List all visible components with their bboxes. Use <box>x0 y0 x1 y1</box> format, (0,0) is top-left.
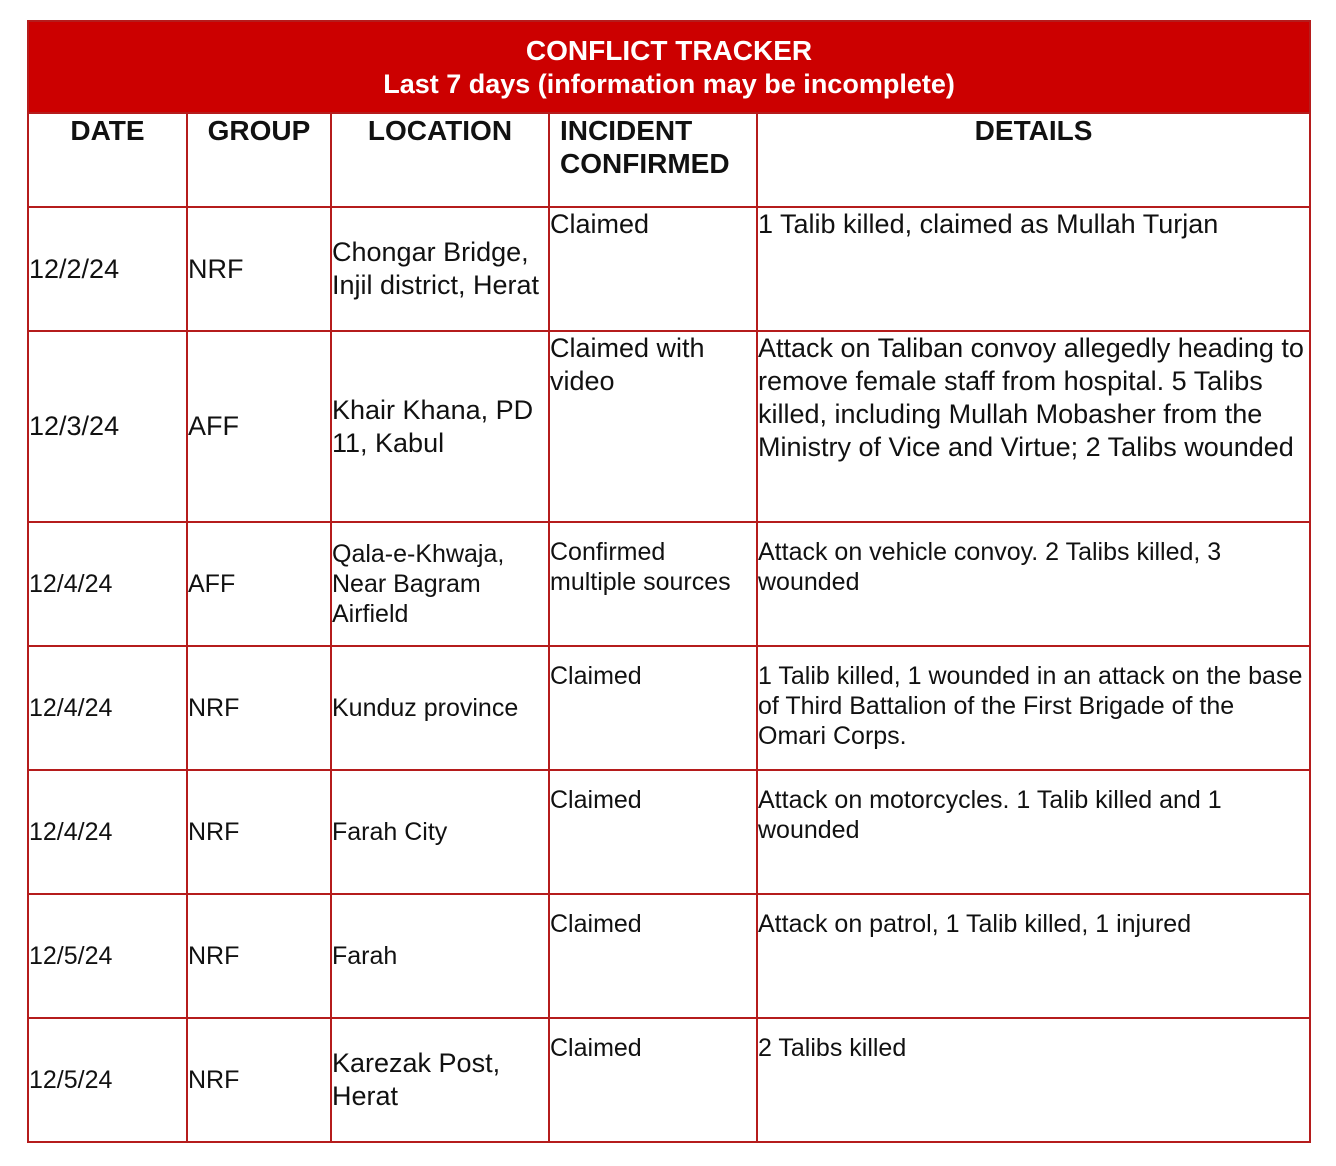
cell-location: Farah <box>331 894 549 1018</box>
cell-date: 12/4/24 <box>28 646 187 770</box>
column-header-group: GROUP <box>187 113 331 207</box>
cell-location: Farah City <box>331 770 549 894</box>
cell-location: Khair Khana, PD 11, Kabul <box>331 331 549 522</box>
cell-group: NRF <box>187 770 331 894</box>
cell-group: AFF <box>187 522 331 646</box>
cell-details: 1 Talib killed, 1 wounded in an attack on the base of Third Battalion of the First Brigade of the Omari Corps. <box>757 646 1310 770</box>
column-header-incident-confirmed: INCIDENT CONFIRMED <box>549 113 757 207</box>
table-row <box>28 522 1310 646</box>
cell-location: Karezak Post, Herat <box>331 1018 549 1142</box>
column-header-location: LOCATION <box>331 113 549 207</box>
cell-group: AFF <box>187 331 331 522</box>
cell-group: NRF <box>187 207 331 331</box>
cell-incident-confirmed: Claimed <box>549 646 757 770</box>
cell-date: 12/5/24 <box>28 894 187 1018</box>
table-row <box>28 894 1310 1018</box>
cell-incident-confirmed: Claimed <box>549 1018 757 1142</box>
table-row <box>28 207 1310 331</box>
cell-group: NRF <box>187 1018 331 1142</box>
cell-incident-confirmed: Claimed <box>549 894 757 1018</box>
cell-date: 12/4/24 <box>28 770 187 894</box>
cell-incident-confirmed: Claimed with video <box>549 331 757 522</box>
cell-date: 12/5/24 <box>28 1018 187 1142</box>
cell-incident-confirmed: Confirmed multiple sources <box>549 522 757 646</box>
column-header-details: DETAILS <box>757 113 1310 207</box>
cell-incident-confirmed: Claimed <box>549 770 757 894</box>
cell-group: NRF <box>187 894 331 1018</box>
table-row <box>28 646 1310 770</box>
cell-date: 12/2/24 <box>28 207 187 331</box>
table-row <box>28 770 1310 894</box>
column-header-date: DATE <box>28 113 187 207</box>
cell-details: Attack on patrol, 1 Talib killed, 1 injured <box>757 894 1310 1018</box>
tracker-title: CONFLICT TRACKER <box>525 35 813 66</box>
cell-location: Kunduz province <box>331 646 549 770</box>
cell-group: NRF <box>187 646 331 770</box>
column-header-row <box>28 113 1310 207</box>
table-row <box>28 1018 1310 1142</box>
conflict-tracker-table <box>27 20 1311 1143</box>
cell-incident-confirmed: Claimed <box>549 207 757 331</box>
cell-details: 1 Talib killed, claimed as Mullah Turjan <box>757 207 1310 331</box>
cell-details: Attack on Taliban convoy allegedly heading to remove female staff from hospital. 5 Talibs killed, including Mullah Mobasher from the Ministry of Vice and Virtue; 2 Talibs wounded <box>757 331 1310 522</box>
cell-date: 12/3/24 <box>28 331 187 522</box>
cell-details: Attack on motorcycles. 1 Talib killed and 1 wounded <box>757 770 1310 894</box>
tracker-subtitle: Last 7 days (information may be incomplete) <box>383 69 955 99</box>
cell-date: 12/4/24 <box>28 522 187 646</box>
tracker-banner <box>28 21 1310 113</box>
cell-location: Qala-e-Khwaja, Near Bagram Airfield <box>331 522 549 646</box>
cell-details: 2 Talibs killed <box>757 1018 1310 1142</box>
cell-details: Attack on vehicle convoy. 2 Talibs killed, 3 wounded <box>757 522 1310 646</box>
table-row <box>28 331 1310 522</box>
cell-location: Chongar Bridge, Injil district, Herat <box>331 207 549 331</box>
